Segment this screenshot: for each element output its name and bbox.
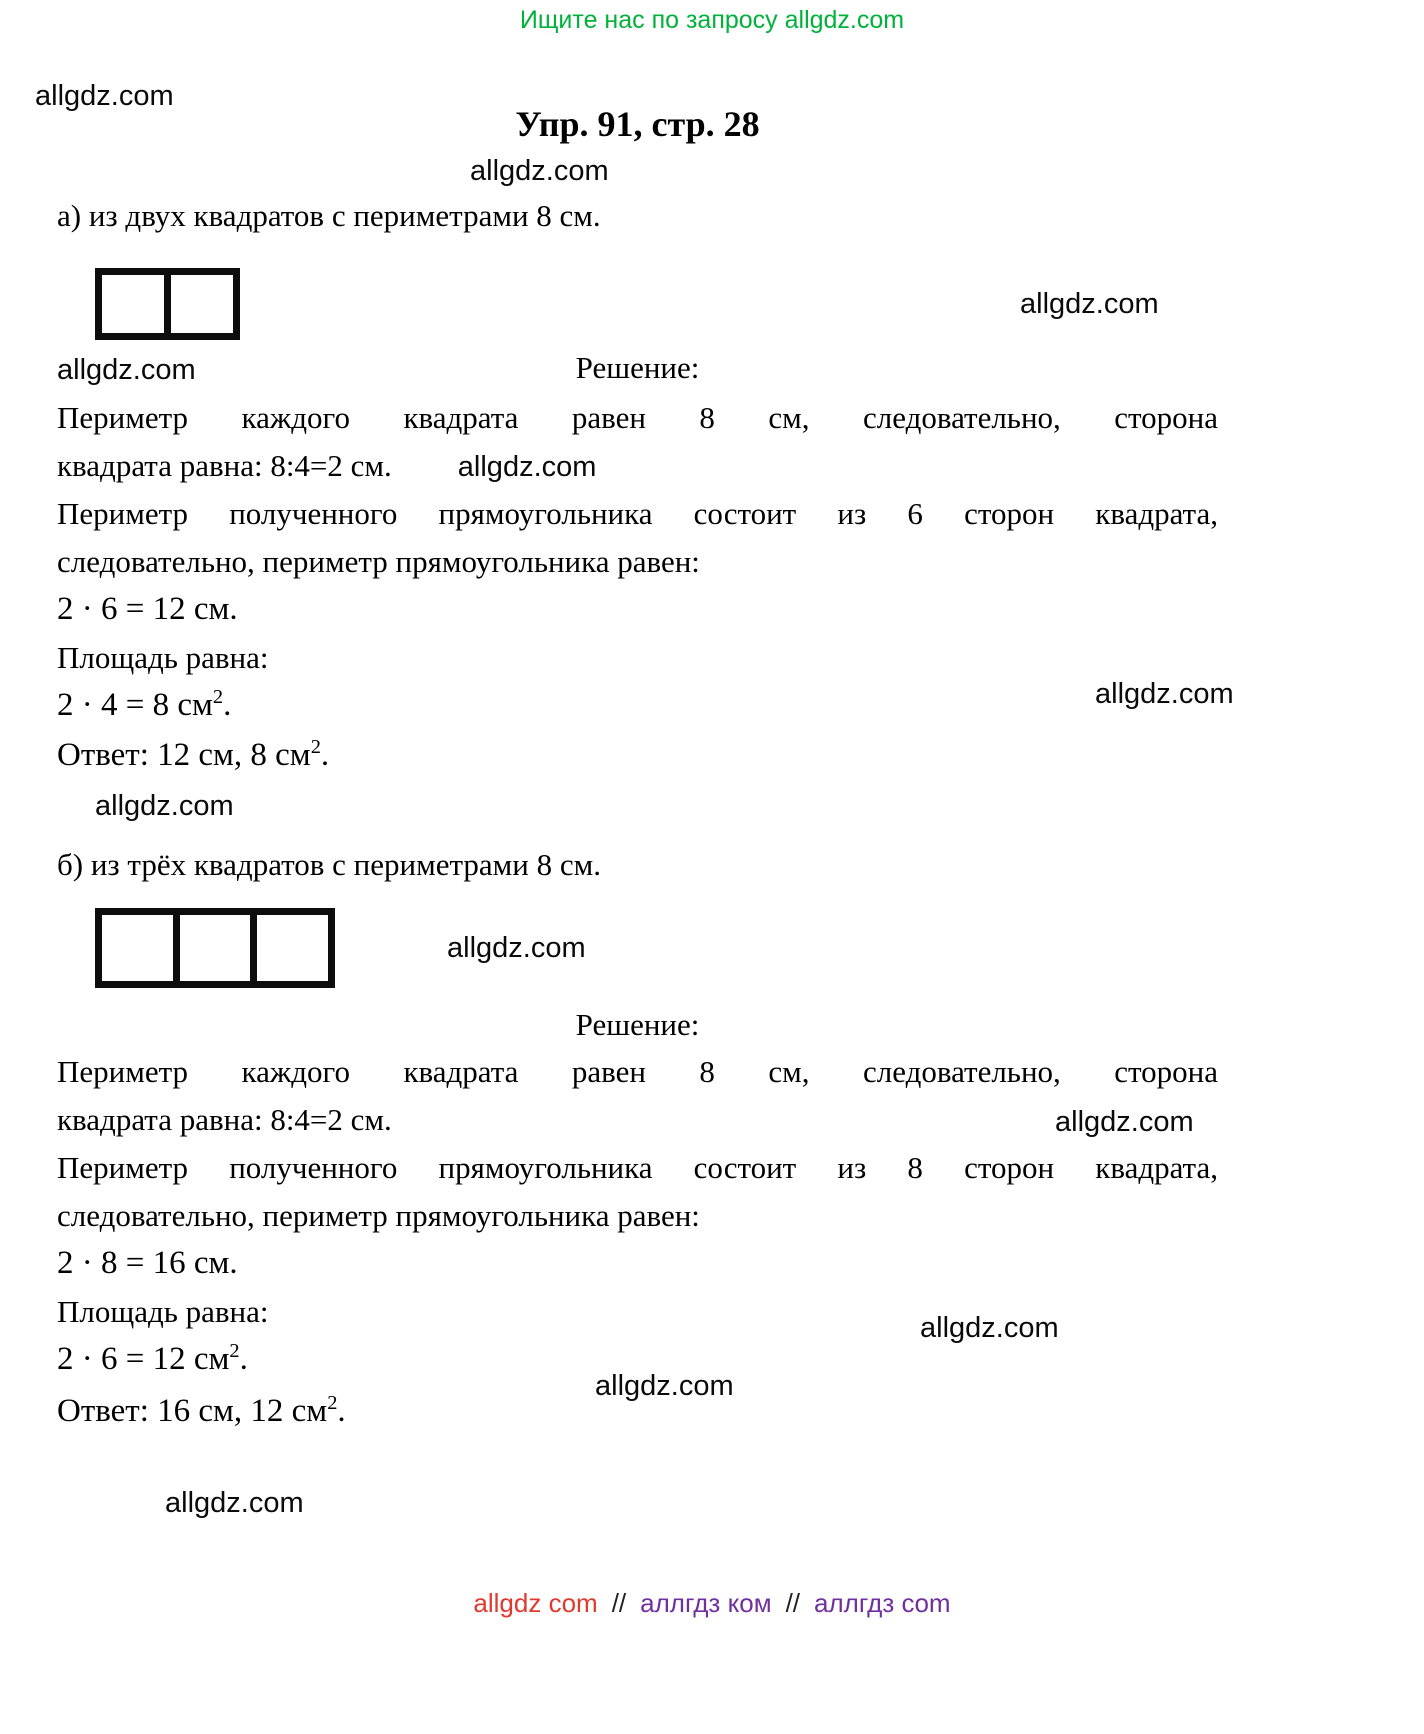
watermark: allgdz.com [35, 80, 174, 112]
superscript: 2 [229, 1340, 240, 1362]
footer-link-allgdz-cyrillic: аллгдз ком [640, 1588, 772, 1618]
paragraph-line [57, 446, 1218, 487]
watermark: allgdz.com [920, 1312, 1059, 1344]
watermark: allgdz.com [57, 354, 196, 386]
paragraph-line: Периметр каждого квадрата равен 8 см, следовательно, сторона [57, 1054, 1218, 1089]
equation-perimeter: 2 · 6 = 12 см. [57, 591, 238, 627]
paragraph-text: квадрата равна: 8:4=2 см. [57, 448, 392, 483]
paragraph-line: квадрата равна: 8:4=2 см. [57, 1102, 392, 1137]
square-cell [102, 915, 173, 981]
equation-perimeter: 2 · 8 = 16 см. [57, 1245, 238, 1281]
square-cell [173, 915, 251, 981]
footer-separator: // [611, 1588, 627, 1618]
superscript: 2 [310, 736, 321, 758]
paragraph-line: следовательно, периметр прямоугольника равен: [57, 1198, 700, 1233]
square-cell [102, 275, 164, 333]
watermark: allgdz.com [595, 1370, 734, 1402]
page-title: Упр. 91, стр. 28 [515, 104, 760, 144]
watermark: allgdz.com [447, 932, 586, 964]
equation-tail: . [239, 1341, 248, 1377]
paragraph-line: следовательно, периметр прямоугольника равен: [57, 544, 700, 579]
answer-text: Ответ: 12 см, 8 см [57, 737, 311, 773]
top-banner: Ищите нас по запросу allgdz.com [519, 6, 905, 34]
answer-tail: . [337, 1393, 346, 1429]
paragraph-line: Периметр каждого квадрата равен 8 см, следовательно, сторона [57, 400, 1218, 435]
equation-area [57, 684, 1218, 727]
footer-links [0, 1588, 1424, 1619]
paragraph-line: Периметр полученного прямоугольника состоит из 6 сторон квадрата, [57, 496, 1218, 531]
figure-three-squares [95, 908, 335, 988]
solution-label: Решение: [575, 350, 700, 385]
area-label: Площадь равна: [57, 640, 269, 675]
footer-link-allgdz: allgdz com [473, 1588, 598, 1618]
answer-tail: . [320, 737, 330, 773]
watermark: allgdz.com [1055, 1106, 1194, 1138]
square-cell [164, 275, 233, 333]
answer-text: Ответ: 16 см, 12 см [57, 1393, 328, 1429]
footer-link-allgdz-mixed: аллгдз com [814, 1588, 951, 1618]
watermark: allgdz.com [165, 1487, 304, 1519]
watermark: allgdz.com [1020, 288, 1159, 320]
equation-tail: . [223, 687, 232, 723]
superscript: 2 [327, 1392, 338, 1414]
watermark: allgdz.com [1095, 678, 1234, 710]
paragraph-line: Периметр полученного прямоугольника состоит из 8 сторон квадрата, [57, 1150, 1218, 1185]
equation-text: 2 · 4 = 8 см [57, 687, 213, 723]
solution-label: Решение: [575, 1007, 700, 1042]
square-cell [250, 915, 328, 981]
watermark: allgdz.com [95, 790, 234, 822]
section-a-heading: а) из двух квадратов с периметрами 8 см. [57, 198, 601, 233]
figure-two-squares [95, 268, 240, 340]
watermark: allgdz.com [457, 451, 597, 483]
answer-line [57, 734, 1218, 777]
watermark: allgdz.com [470, 155, 609, 187]
footer-separator: // [785, 1588, 801, 1618]
section-b-heading: б) из трёх квадратов с периметрами 8 см. [57, 847, 602, 882]
answer-line [57, 1390, 1218, 1433]
superscript: 2 [212, 686, 224, 708]
equation-text: 2 · 6 = 12 см [57, 1341, 230, 1377]
area-label: Площадь равна: [57, 1294, 269, 1329]
